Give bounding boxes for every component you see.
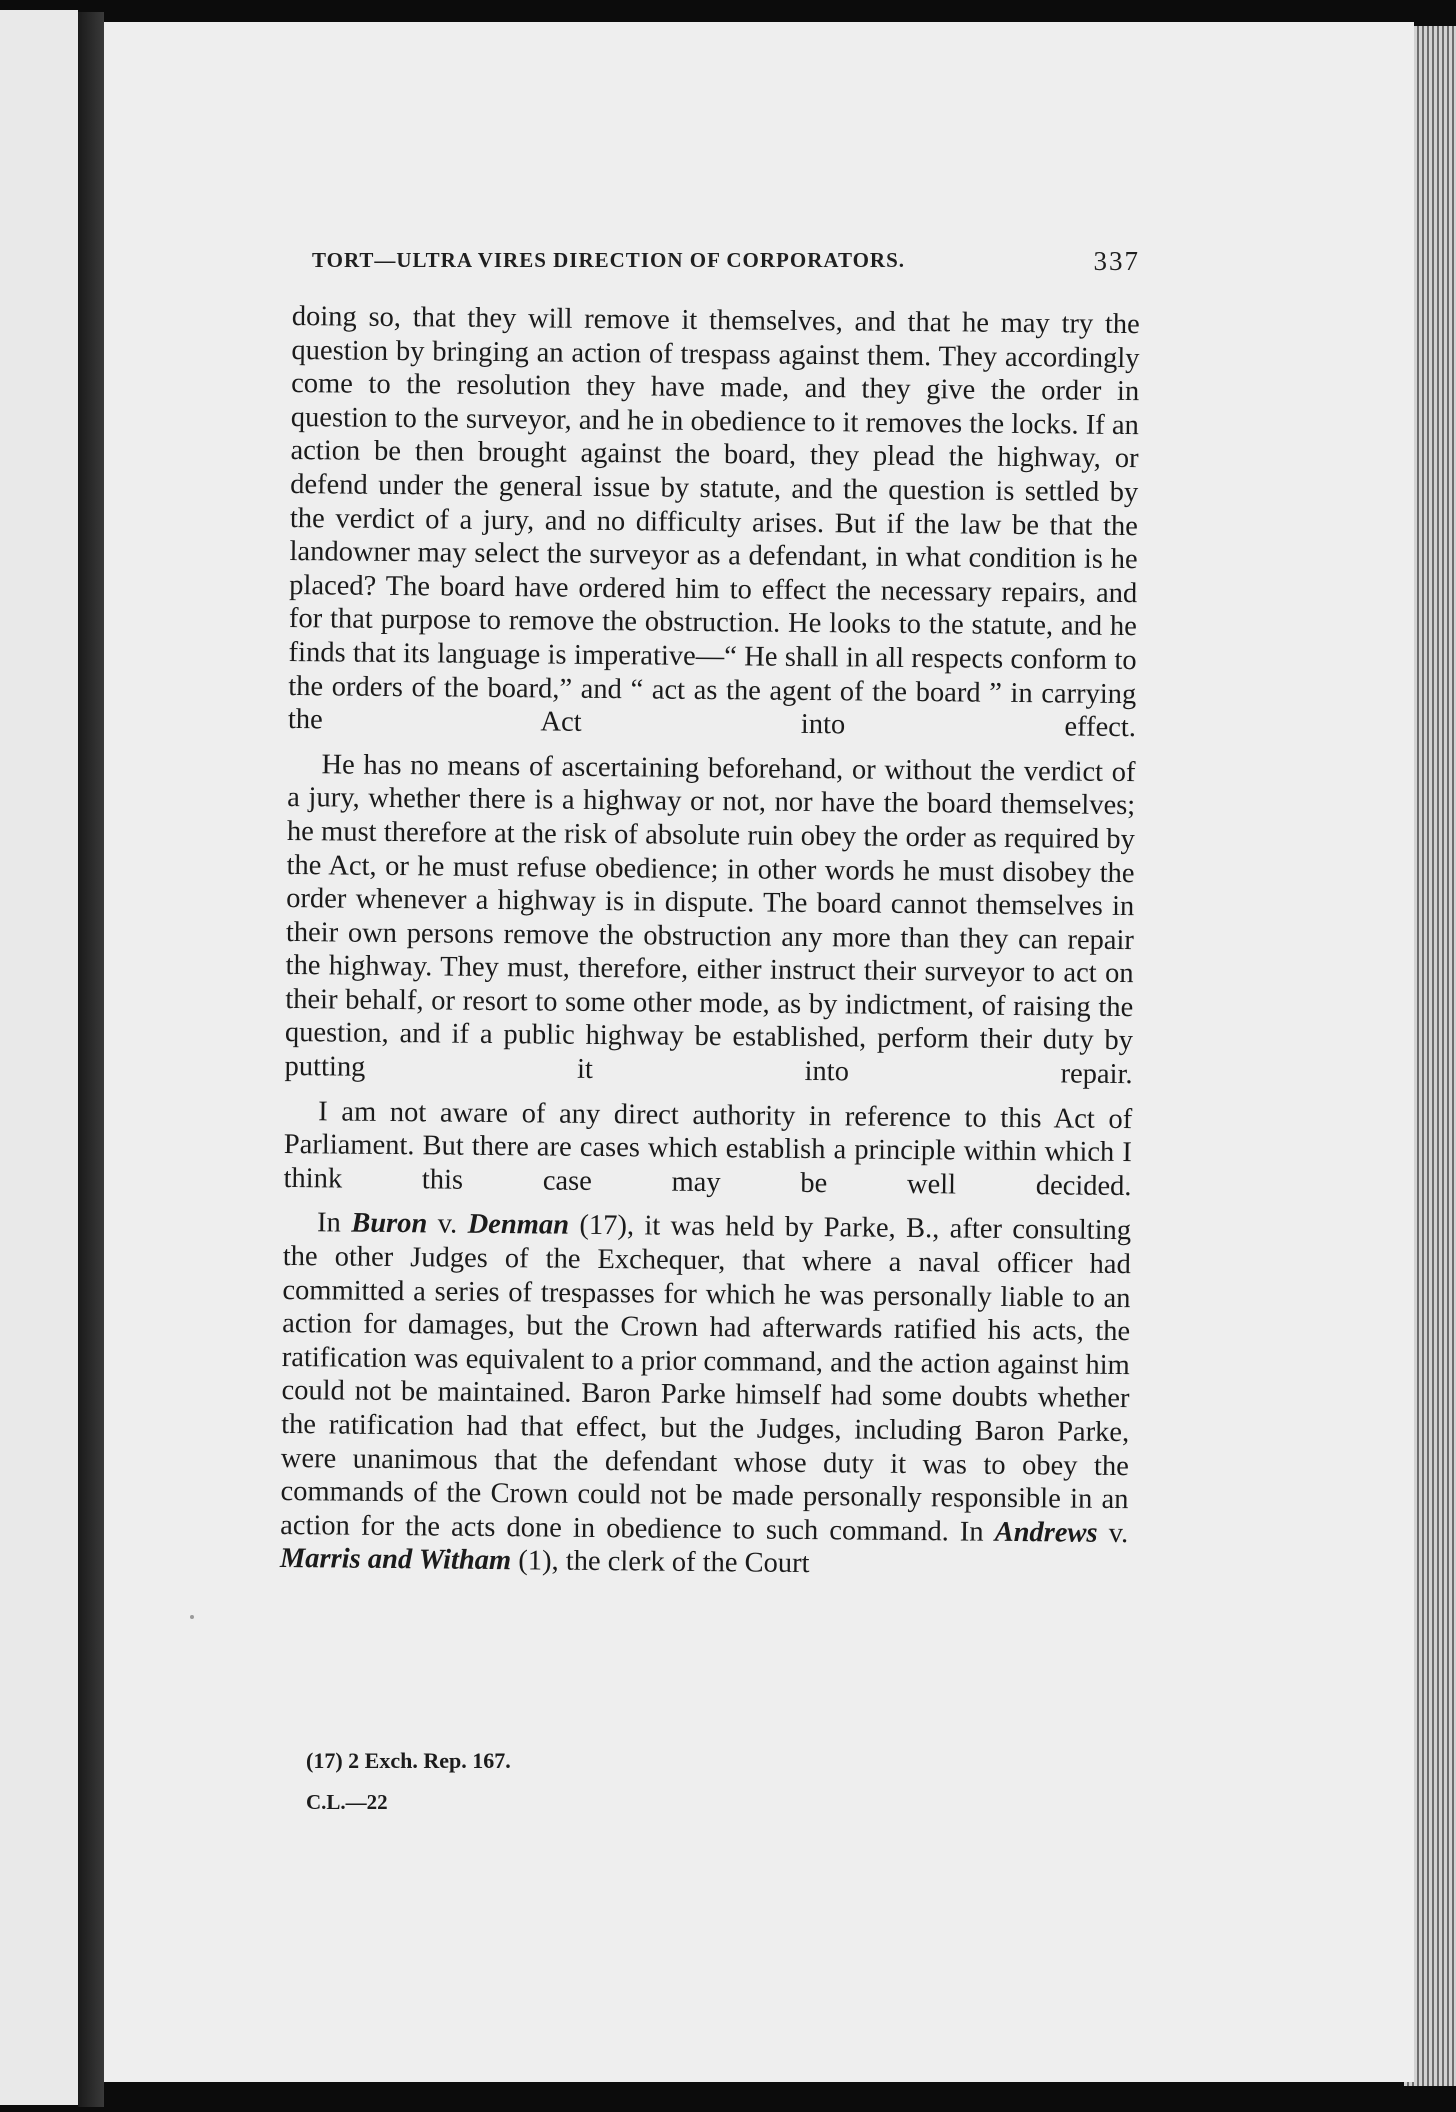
paragraph-text: doing so, that they will remove it themselves, and that he may try the question by bringing an action of trespass against them. They accordingly come to the resolution they have made, and they give the order in question to the surveyor, and he in obedience to it removes the locks. If an action be then brought against the board, they plead the highway, or defend under the general issue by statute, and the question is settled by the verdict of a jury, and no difficulty arises. But if the law be that the landowner may select the surveyor as a defendant, in what condition is he placed? The board have ordered him to effect the necessary repairs, and for that purpose to remove the obstruction. He looks to the statute, and he finds that its language is imperative—“ He shall in all respects conform to the orders of the board,” and “ act as the agent of the board ” in carrying the Act into effect. xyxy=(287,300,1140,744)
page-number: 337 xyxy=(1093,246,1140,276)
paper-speck xyxy=(190,1615,194,1619)
paragraph-text: I am not aware of any direct authority in reference to this Act of Parliament. But there are cases which establish a principle within which I think this case may be well decided. xyxy=(283,1095,1133,1202)
paragraph-3 xyxy=(283,1095,1132,1204)
case-name-buron: Buron xyxy=(351,1208,428,1240)
paragraph-text: v. xyxy=(427,1208,468,1241)
paragraph-text: (17), it was held by Parke, B., after consulting the other Judges of the Exchequer, that where a naval officer had committed a series of trespasses for which he was personally liable to an action for damages, but the Crown had afterwards ratified his acts, the ratification was equivalent to a prior command, and the action against him could not be maintained. Baron Parke himself had some doubts whether the ratification had that effect, but the Judges, including Baron Parke, were unanimous that the defendant whose duty it was to obey the commands of the Crown could not be made personally responsible in an action for the acts done in obedience to such command. In xyxy=(280,1210,1132,1548)
previous-page-edge xyxy=(0,10,78,2105)
case-name-andrews: Andrews xyxy=(994,1516,1098,1549)
paragraph-text: (1), the clerk of the Court xyxy=(511,1545,810,1580)
footnote: (17) 2 Exch. Rep. 167. xyxy=(306,1748,511,1773)
book-gutter xyxy=(78,12,104,2107)
paragraph-1 xyxy=(288,300,1140,745)
running-head xyxy=(312,248,1140,288)
paragraph-2 xyxy=(284,748,1135,1092)
paragraph-text: v. xyxy=(1097,1517,1129,1549)
case-name-denman: Denman xyxy=(467,1209,570,1242)
signature-mark: C.L.—22 xyxy=(306,1790,388,1814)
running-head-title: TORT—ULTRA VIRES DIRECTION OF CORPORATORS. xyxy=(312,248,906,272)
paragraph-4 xyxy=(280,1206,1132,1584)
case-name-marris-witham: Marris and Witham xyxy=(279,1543,512,1577)
paragraph-text: He has no means of ascertaining beforehand, or without the verdict of a jury, whether there is a highway or not, nor have the board themselves; he must therefore at the risk of absolute ruin obey the order as required by the Act, or he must refuse obedience; in other words he must disobey the order whenever a highway is in dispute. The board cannot themselves in their own persons remove the obstruction any more than they can repair the highway. They must, therefore, either instruct their surveyor to act on their behalf, or resort to some other mode, as by indictment, of raising the question, and if a public highway be established, perform their duty by putting it into repair. xyxy=(284,749,1136,1091)
body-text xyxy=(280,300,1140,1595)
paragraph-text: In xyxy=(316,1207,352,1240)
